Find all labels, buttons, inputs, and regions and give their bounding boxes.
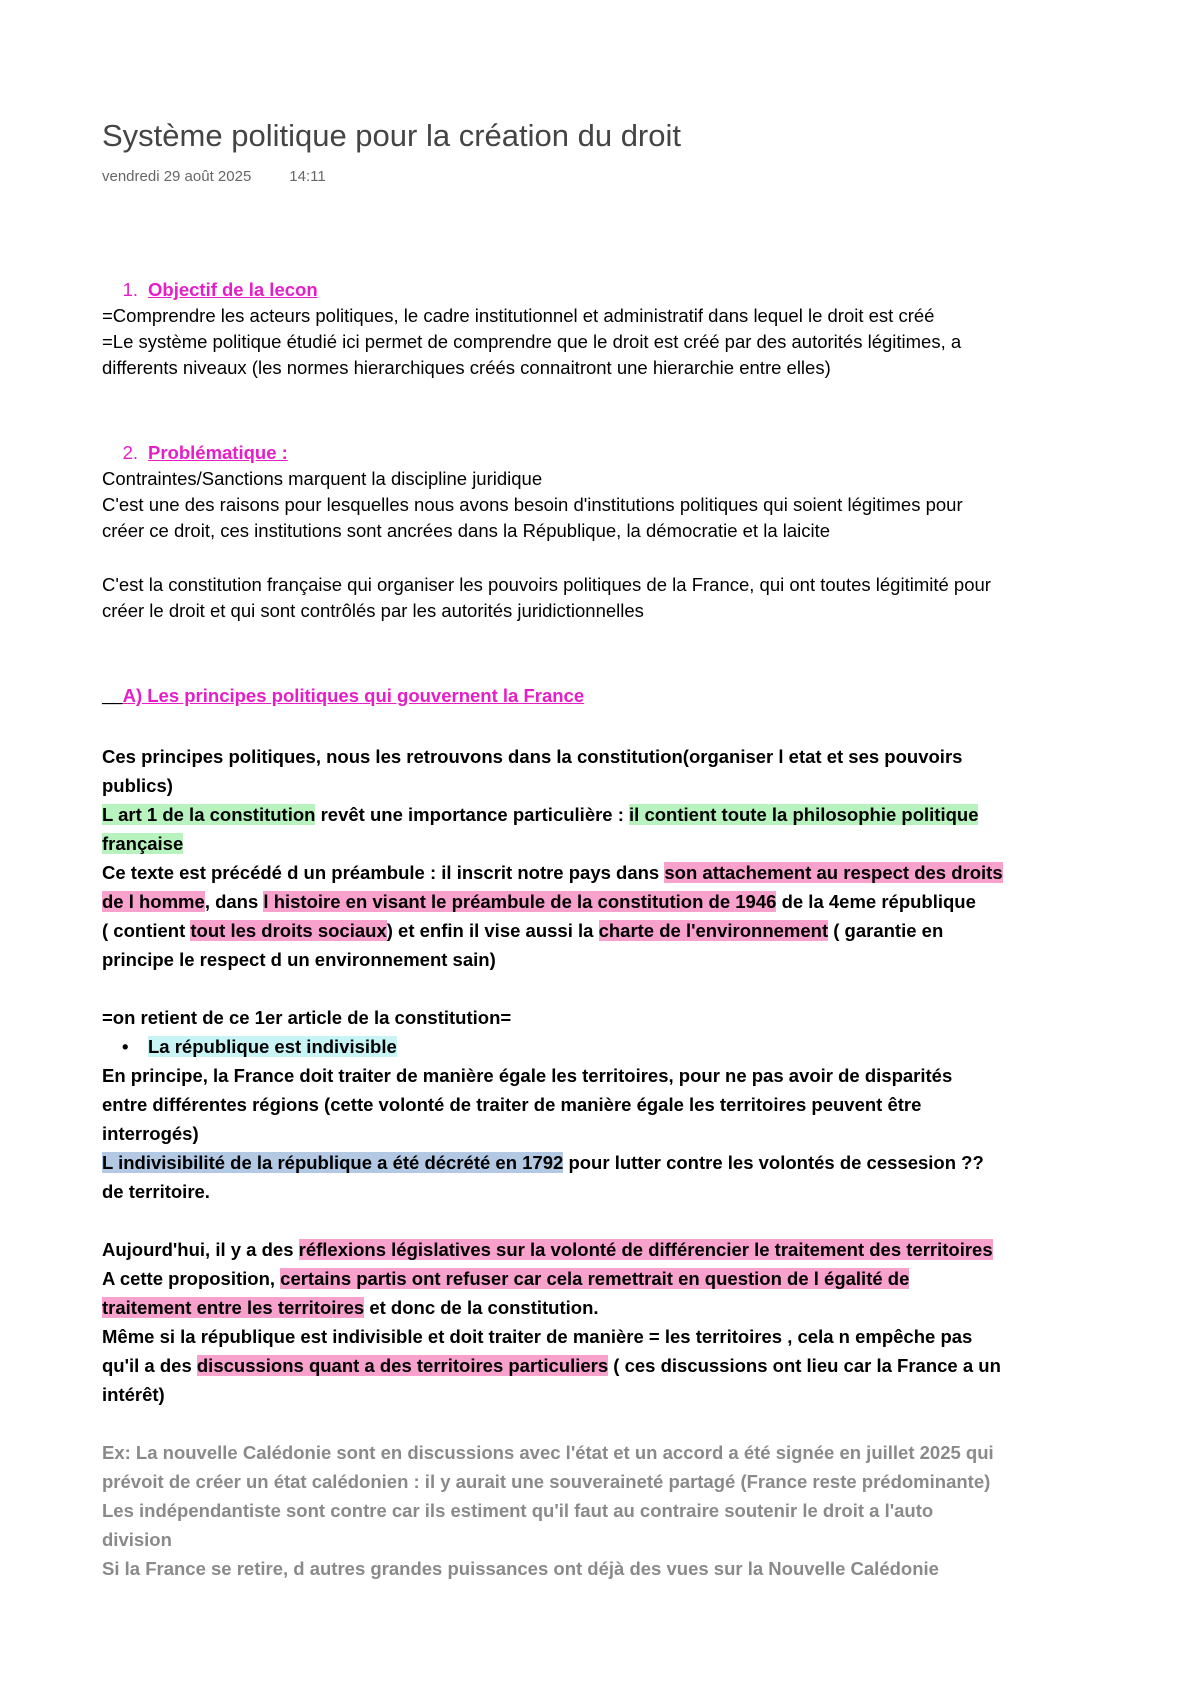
text-run: revêt une importance particulière : xyxy=(315,804,630,825)
paragraph-line: En principe, la France doit traiter de manière égale les territoires, pour ne pas avoir de disparités xyxy=(102,1065,953,1086)
paragraph-line xyxy=(102,1150,984,1176)
paragraph-line: Ces principes politiques, nous les retrouvons dans la constitution(organiser l etat et ses pouvoirs xyxy=(102,746,963,767)
highlight: son attachement au respect des droits xyxy=(664,862,1003,883)
paragraph-line: =on retient de ce 1er article de la constitution= xyxy=(102,1007,512,1028)
section-1-heading xyxy=(102,277,318,303)
paragraph-line xyxy=(102,889,976,915)
section-2-title: Problématique : xyxy=(148,442,288,463)
section-a-prefix: __ xyxy=(102,685,123,706)
paragraph-line: créer le droit et qui sont contrôlés par les autorités juridictionnelles xyxy=(102,600,644,621)
highlight: il contient toute la philosophie politique xyxy=(629,804,979,825)
text-run: A cette proposition, xyxy=(102,1268,281,1289)
paragraph-line xyxy=(102,860,1003,886)
example-line: Si la France se retire, d autres grandes puissances ont déjà des vues sur la Nouvelle Calédonie xyxy=(102,1558,939,1579)
example-line: Les indépendantiste sont contre car ils estiment qu'il faut au contraire soutenir le droit a l'auto xyxy=(102,1500,934,1521)
section-2-heading xyxy=(102,440,288,466)
example-line: prévoit de créer un état calédonien : il y aurait une souveraineté partagé (France reste prédominante) xyxy=(102,1471,991,1492)
paragraph-line: differents niveaux (les normes hierarchiques créés connaitront une hierarchie entre elles) xyxy=(102,357,831,378)
paragraph-line xyxy=(102,1266,909,1292)
paragraph-line: de territoire. xyxy=(102,1181,210,1202)
highlight: certains partis ont refuser car cela remettrait en question de l égalité de xyxy=(280,1268,910,1289)
paragraph-line: C'est la constitution française qui organiser les pouvoirs politiques de la France, qui ont toutes légitimité pour xyxy=(102,574,991,595)
highlight: charte de l'environnement xyxy=(598,920,829,941)
paragraph-line: Contraintes/Sanctions marquent la discipline juridique xyxy=(102,468,543,489)
text-run: Aujourd'hui, il y a des xyxy=(102,1239,299,1260)
paragraph-line xyxy=(102,802,978,828)
text-run: Ce texte est précédé d un préambule : il inscrit notre pays dans xyxy=(102,862,665,883)
highlight: l histoire en visant le préambule de la constitution de 1946 xyxy=(263,891,777,912)
highlight: réflexions législatives sur la volonté de différencier le traitement des territoires xyxy=(298,1239,993,1260)
text-run: ( ces discussions ont lieu car la France a un xyxy=(608,1355,1001,1376)
paragraph-line xyxy=(102,1295,599,1321)
example-line: Ex: La nouvelle Calédonie sont en discussions avec l'état et un accord a été signée en juillet 2025 qui xyxy=(102,1442,994,1463)
paragraph-line: =Le système politique étudié ici permet de comprendre que le droit est créé par des autorités légitimes, a xyxy=(102,331,962,352)
page-time: 14:11 xyxy=(289,168,326,185)
text-run: de la 4eme république xyxy=(776,891,976,912)
paragraph-line xyxy=(102,1353,1001,1379)
paragraph-line: créer ce droit, ces institutions sont ancrées dans la République, la démocratie et la laicite xyxy=(102,520,831,541)
bullet-item xyxy=(102,1034,397,1060)
highlight: discussions quant a des territoires particuliers xyxy=(196,1355,609,1376)
text-run: et donc de la constitution. xyxy=(364,1297,599,1318)
example-line: division xyxy=(102,1529,172,1550)
highlight: traitement entre les territoires xyxy=(102,1297,365,1318)
paragraph-line: =Comprendre les acteurs politiques, le cadre institutionnel et administratif dans lequel le droit est créé xyxy=(102,305,935,326)
text-run: , dans xyxy=(204,891,264,912)
text-run: qu'il a des xyxy=(102,1355,197,1376)
section-1-number: 1. xyxy=(122,279,138,300)
text-run: ( contient xyxy=(102,920,191,941)
highlight: La république est indivisible xyxy=(148,1036,397,1057)
paragraph-line: entre différentes régions (cette volonté de traiter de manière égale les territoires peuvent être xyxy=(102,1094,922,1115)
highlight: de l homme xyxy=(102,891,205,912)
section-1-title: Objectif de la lecon xyxy=(148,279,318,300)
paragraph-line xyxy=(102,831,183,857)
highlight: L art 1 de la constitution xyxy=(102,804,316,825)
highlight: L indivisibilité de la république a été décrété en 1792 xyxy=(102,1152,564,1173)
bullet-icon: • xyxy=(122,1036,129,1057)
paragraph-line: Même si la république est indivisible et doit traiter de manière = les territoires , cela n empêche pas xyxy=(102,1326,973,1347)
page-date: vendredi 29 août 2025 xyxy=(102,168,252,185)
paragraph-line: interrogés) xyxy=(102,1123,199,1144)
section-a-heading xyxy=(102,683,584,709)
paragraph-line xyxy=(102,1237,993,1263)
section-2-number: 2. xyxy=(122,442,138,463)
text-run: pour lutter contre les volontés de cessesion ?? xyxy=(563,1152,984,1173)
paragraph-line: publics) xyxy=(102,775,173,796)
text-run: ) et enfin il vise aussi la xyxy=(386,920,599,941)
paragraph-line xyxy=(102,918,943,944)
page-title: Système politique pour la création du droit xyxy=(102,118,681,153)
paragraph-line: C'est une des raisons pour lesquelles nous avons besoin d'institutions politiques qui soient légitimes pour xyxy=(102,494,963,515)
highlight: tout les droits sociaux xyxy=(190,920,387,941)
paragraph-line: principe le respect d un environnement sain) xyxy=(102,949,496,970)
text-run: ( garantie en xyxy=(828,920,944,941)
paragraph-line: intérêt) xyxy=(102,1384,165,1405)
page-meta xyxy=(102,168,326,185)
highlight: française xyxy=(102,833,184,854)
section-a-title: A) Les principes politiques qui gouvernent la France xyxy=(122,685,585,706)
